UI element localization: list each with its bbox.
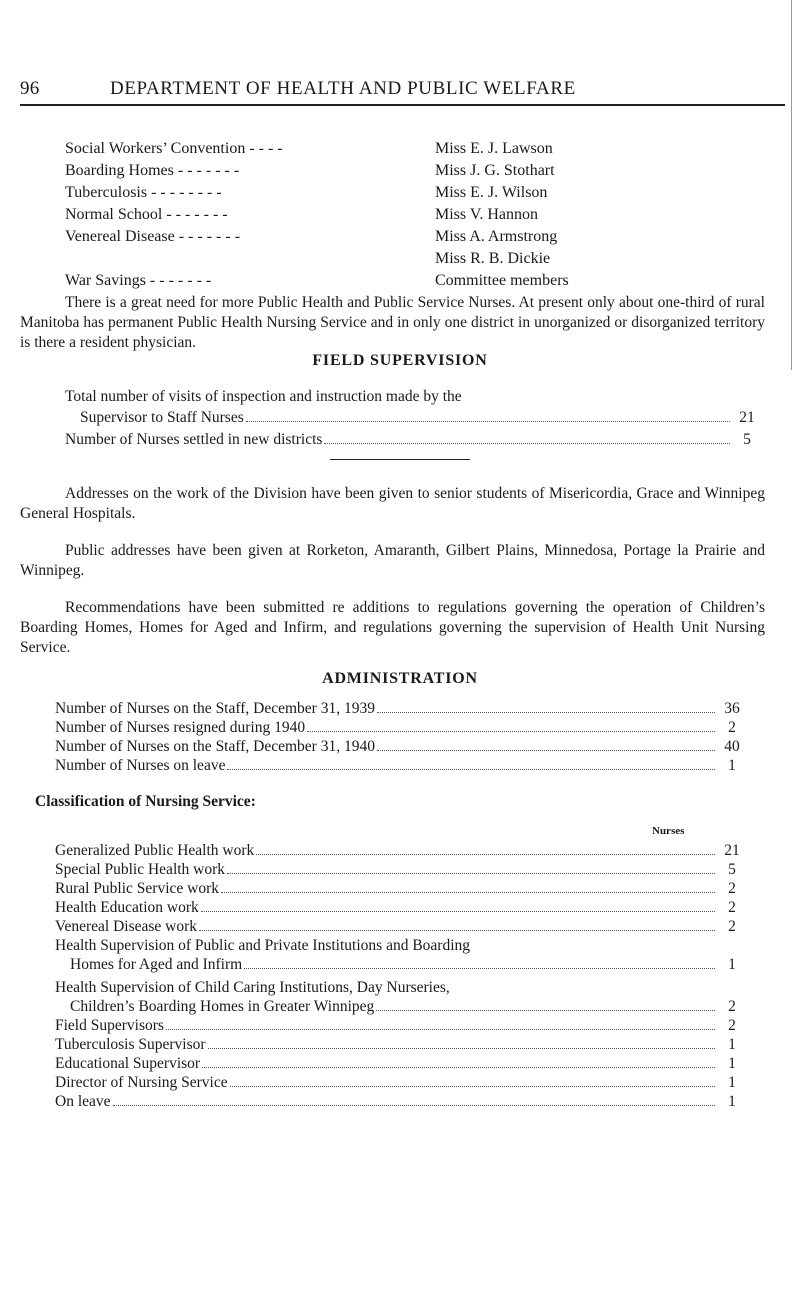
paragraph-addresses: Addresses on the work of the Division have been given to senior students of Misericordia, Grace and Winnipeg General Hospitals.	[20, 485, 765, 522]
administration-heading: ADMINISTRATION	[322, 670, 478, 687]
table-row: Tuberculosis Supervisor 1	[55, 1036, 745, 1054]
assignment-list	[65, 138, 569, 292]
dot-leader	[376, 1010, 715, 1011]
stat-value: 1	[728, 1074, 736, 1091]
nurses-column-header: Nurses	[652, 825, 685, 837]
table-row: Special Public Health work 5	[55, 861, 745, 879]
stat-row: Number of Nurses resigned during 1940 2	[55, 719, 745, 737]
stat-value: 36	[724, 700, 740, 717]
stat-row: Supervisor to Staff Nurses 21	[80, 409, 760, 427]
page-header	[20, 78, 785, 106]
stat-value: 1	[728, 1093, 736, 1110]
dot-leader	[201, 911, 715, 912]
paragraph-public: Public addresses have been given at Rorketon, Amaranth, Gilbert Plains, Minnedosa, Portage la Prairie and Winnipeg.	[20, 542, 765, 579]
stat-value: 2	[728, 899, 736, 916]
table-row: Generalized Public Health work 21	[55, 842, 745, 860]
table-row: Field Supervisors 2	[55, 1017, 745, 1035]
dot-leader	[246, 421, 730, 422]
dot-leader	[202, 1067, 715, 1068]
dot-leader	[244, 968, 715, 969]
dot-leader	[307, 731, 715, 732]
stat-value: 2	[728, 998, 736, 1015]
table-row: Educational Supervisor 1	[55, 1055, 745, 1073]
stat-value: 1	[728, 956, 736, 973]
field-supervision-heading: FIELD SUPERVISION	[312, 352, 488, 369]
stat-value: 2	[728, 1017, 736, 1034]
stat-value: 21	[739, 409, 755, 426]
dot-leader	[113, 1105, 715, 1106]
list-item: War Savings - - - - - - - Committee members	[65, 272, 569, 289]
stat-label-line1: Total number of visits of inspection and instruction made by the	[65, 388, 462, 405]
stat-value: 1	[728, 757, 736, 774]
table-row: Venereal Disease work 2	[55, 918, 745, 936]
stat-row: Number of Nurses settled in new districts 5	[65, 431, 760, 449]
table-row: Children’s Boarding Homes in Greater Winnipeg 2	[70, 998, 745, 1016]
running-title: DEPARTMENT OF HEALTH AND PUBLIC WELFARE	[110, 78, 576, 99]
list-item: Social Workers’ Convention - - - - Miss E. J. Lawson	[65, 140, 553, 157]
stat-row: Number of Nurses on the Staff, December 31, 1939 36	[55, 700, 745, 718]
paragraph-recommendations: Recommendations have been submitted re additions to regulations governing the operation of Children’s Boarding Homes, Homes for Aged and Infirm, and regulations governing the supervision of Health Unit Nursing Service.	[20, 599, 765, 656]
table-row: On leave 1	[55, 1093, 745, 1111]
dot-leader	[221, 892, 715, 893]
stat-value: 2	[728, 918, 736, 935]
table-row-line1: Health Supervision of Public and Private Institutions and Boarding	[55, 937, 471, 954]
list-item: Venereal Disease - - - - - - - Miss A. Armstrong	[65, 228, 558, 245]
section-divider	[330, 459, 470, 460]
dot-leader	[230, 1086, 715, 1087]
dot-leader	[199, 930, 715, 931]
stat-value: 5	[728, 861, 736, 878]
dot-leader	[324, 443, 730, 444]
list-item: Boarding Homes - - - - - - - Miss J. G. Stothart	[65, 162, 555, 179]
stat-value: 5	[743, 431, 751, 448]
page-number: 96	[20, 78, 40, 99]
page-edge	[791, 0, 792, 370]
list-item: Tuberculosis - - - - - - - - Miss E. J. Wilson	[65, 184, 548, 201]
dot-leader	[256, 854, 715, 855]
dot-leader	[227, 769, 715, 770]
table-row-line1: Health Supervision of Child Caring Institutions, Day Nurseries,	[55, 979, 450, 996]
list-item: Miss R. B. Dickie	[435, 250, 551, 267]
stat-value: 1	[728, 1036, 736, 1053]
stat-value: 2	[728, 880, 736, 897]
stat-value: 21	[724, 842, 740, 859]
dot-leader	[208, 1048, 715, 1049]
dot-leader	[227, 873, 715, 874]
table-row: Rural Public Service work 2	[55, 880, 745, 898]
list-item: Normal School - - - - - - - Miss V. Hannon	[65, 206, 538, 223]
table-row: Homes for Aged and Infirm 1	[70, 956, 745, 974]
classification-heading: Classification of Nursing Service:	[35, 793, 256, 810]
stat-value: 1	[728, 1055, 736, 1072]
dot-leader	[377, 750, 715, 751]
stat-row: Number of Nurses on leave 1	[55, 757, 745, 775]
paragraph-need: There is a great need for more Public Health and Public Service Nurses. At present only about one-third of rural Manitoba has permanent Public Health Nursing Service and in only one district in unorganized or disorganized territory is there a resident physician.	[20, 294, 765, 351]
table-row: Health Education work 2	[55, 899, 745, 917]
stat-row: Number of Nurses on the Staff, December 31, 1940 40	[55, 738, 745, 756]
table-row: Director of Nursing Service 1	[55, 1074, 745, 1092]
dot-leader	[166, 1029, 715, 1030]
dot-leader	[377, 712, 715, 713]
stat-value: 2	[728, 719, 736, 736]
stat-value: 40	[724, 738, 740, 755]
